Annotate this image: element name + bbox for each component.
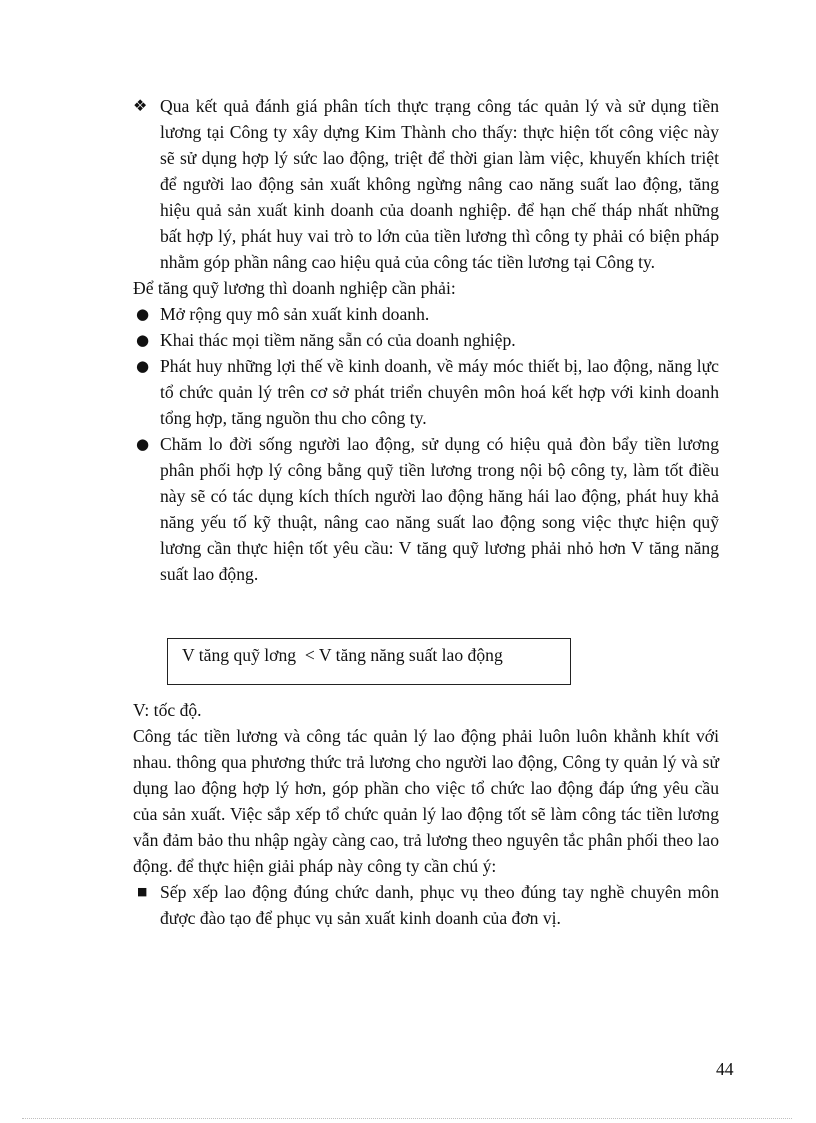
dot-bullet-icon: ● bbox=[136, 305, 150, 323]
diamond-bullet-icon: ❖ bbox=[133, 96, 148, 115]
section-spacer bbox=[133, 587, 719, 638]
bullet-text-4: Chăm lo đời sống người lao động, sử dụng có hiệu quả đòn bẩy tiền lương phân phối hợp lý công bằng quỹ tiền lương trong nội bộ công ty, làm tốt điều này sẽ có tác dụng kích thích người lao động hăng hái lao động, phát huy khả năng yếu tố kỹ thuật, nâng cao năng suất lao động song việc thực hiện quỹ lương cần thực hiện tốt yêu cầu: V tăng quỹ lương phải nhỏ hơn V tăng năng suất lao động. bbox=[160, 434, 719, 584]
intro-item bbox=[133, 93, 719, 275]
bullet-item-4 bbox=[133, 431, 719, 587]
formula-box bbox=[167, 638, 571, 685]
page-content bbox=[133, 93, 719, 931]
bullet-text-1: Mở rộng quy mô sản xuất kinh doanh. bbox=[160, 304, 430, 324]
formula-text: V tăng quỹ lơng < V tăng năng suất lao động bbox=[182, 645, 503, 665]
dot-bullet-icon: ● bbox=[136, 357, 150, 375]
bullet-item-3 bbox=[133, 353, 719, 431]
bullet-text-3: Phát huy những lợi thế về kinh doanh, về máy móc thiết bị, lao động, năng lực tổ chức quản lý trên cơ sở phát triển chuyên môn hoá kết hợp với kinh doanh tổng hợp, tăng nguồn thu cho công ty. bbox=[160, 356, 719, 428]
square-bullet-text: Sếp xếp lao động đúng chức danh, phục vụ theo đúng tay nghề chuyên môn được đào tạo để phục vụ sản xuất kinh doanh của đơn vị. bbox=[160, 882, 719, 928]
page-number: 44 bbox=[716, 1059, 734, 1079]
dot-bullet-icon: ● bbox=[136, 435, 150, 453]
v-definition: V: tốc độ. bbox=[133, 700, 202, 720]
bullet-item-2 bbox=[133, 327, 719, 353]
dot-bullet-icon: ● bbox=[136, 331, 150, 349]
intro-paragraph: Qua kết quả đánh giá phân tích thực trạng công tác quản lý và sử dụng tiền lương tại Công ty xây dựng Kim Thành cho thấy: thực hiện tốt công việc này sẽ sử dụng hợp lý sức lao động, triệt để thời gian làm việc, khuyến khích triệt để người lao động sản xuất không ngừng nâng cao năng suất lao động, tăng hiệu quả sản xuất kinh doanh của doanh nghiệp. để hạn chế tháp nhất những bất hợp lý, phát huy vai trò to lớn của tiền lương thì công ty phải có biện pháp nhằm góp phần nâng cao hiệu quả của công tác tiền lương tại Công ty. bbox=[160, 96, 719, 272]
box-spacer bbox=[133, 685, 719, 697]
square-bullet-item bbox=[133, 879, 719, 931]
bullet-item-1 bbox=[133, 301, 719, 327]
bullet-text-2: Khai thác mọi tiềm năng sẵn có của doanh nghiệp. bbox=[160, 330, 516, 350]
footer-dotted-line bbox=[22, 1118, 792, 1119]
fund-heading: Để tăng quỹ lương thì doanh nghiệp cần phải: bbox=[133, 278, 456, 298]
management-paragraph: Công tác tiền lương và công tác quản lý lao động phải luôn luôn khẳnh khít với nhau. thông qua phương thức trả lương cho người lao động, Công ty quản lý và sử dụng lao động hợp lý hơn, góp phần cho việc tổ chức lao động đáp ứng yêu cầu của sản xuất. Việc sắp xếp tổ chức quản lý lao động tốt sẽ làm công tác tiền lương vẫn đảm bảo thu nhập ngày càng cao, trả lương theo nguyên tắc phân phối theo lao động. để thực hiện giải pháp này công ty cần chú ý: bbox=[133, 726, 719, 876]
square-bullet-icon: ■ bbox=[137, 885, 148, 898]
